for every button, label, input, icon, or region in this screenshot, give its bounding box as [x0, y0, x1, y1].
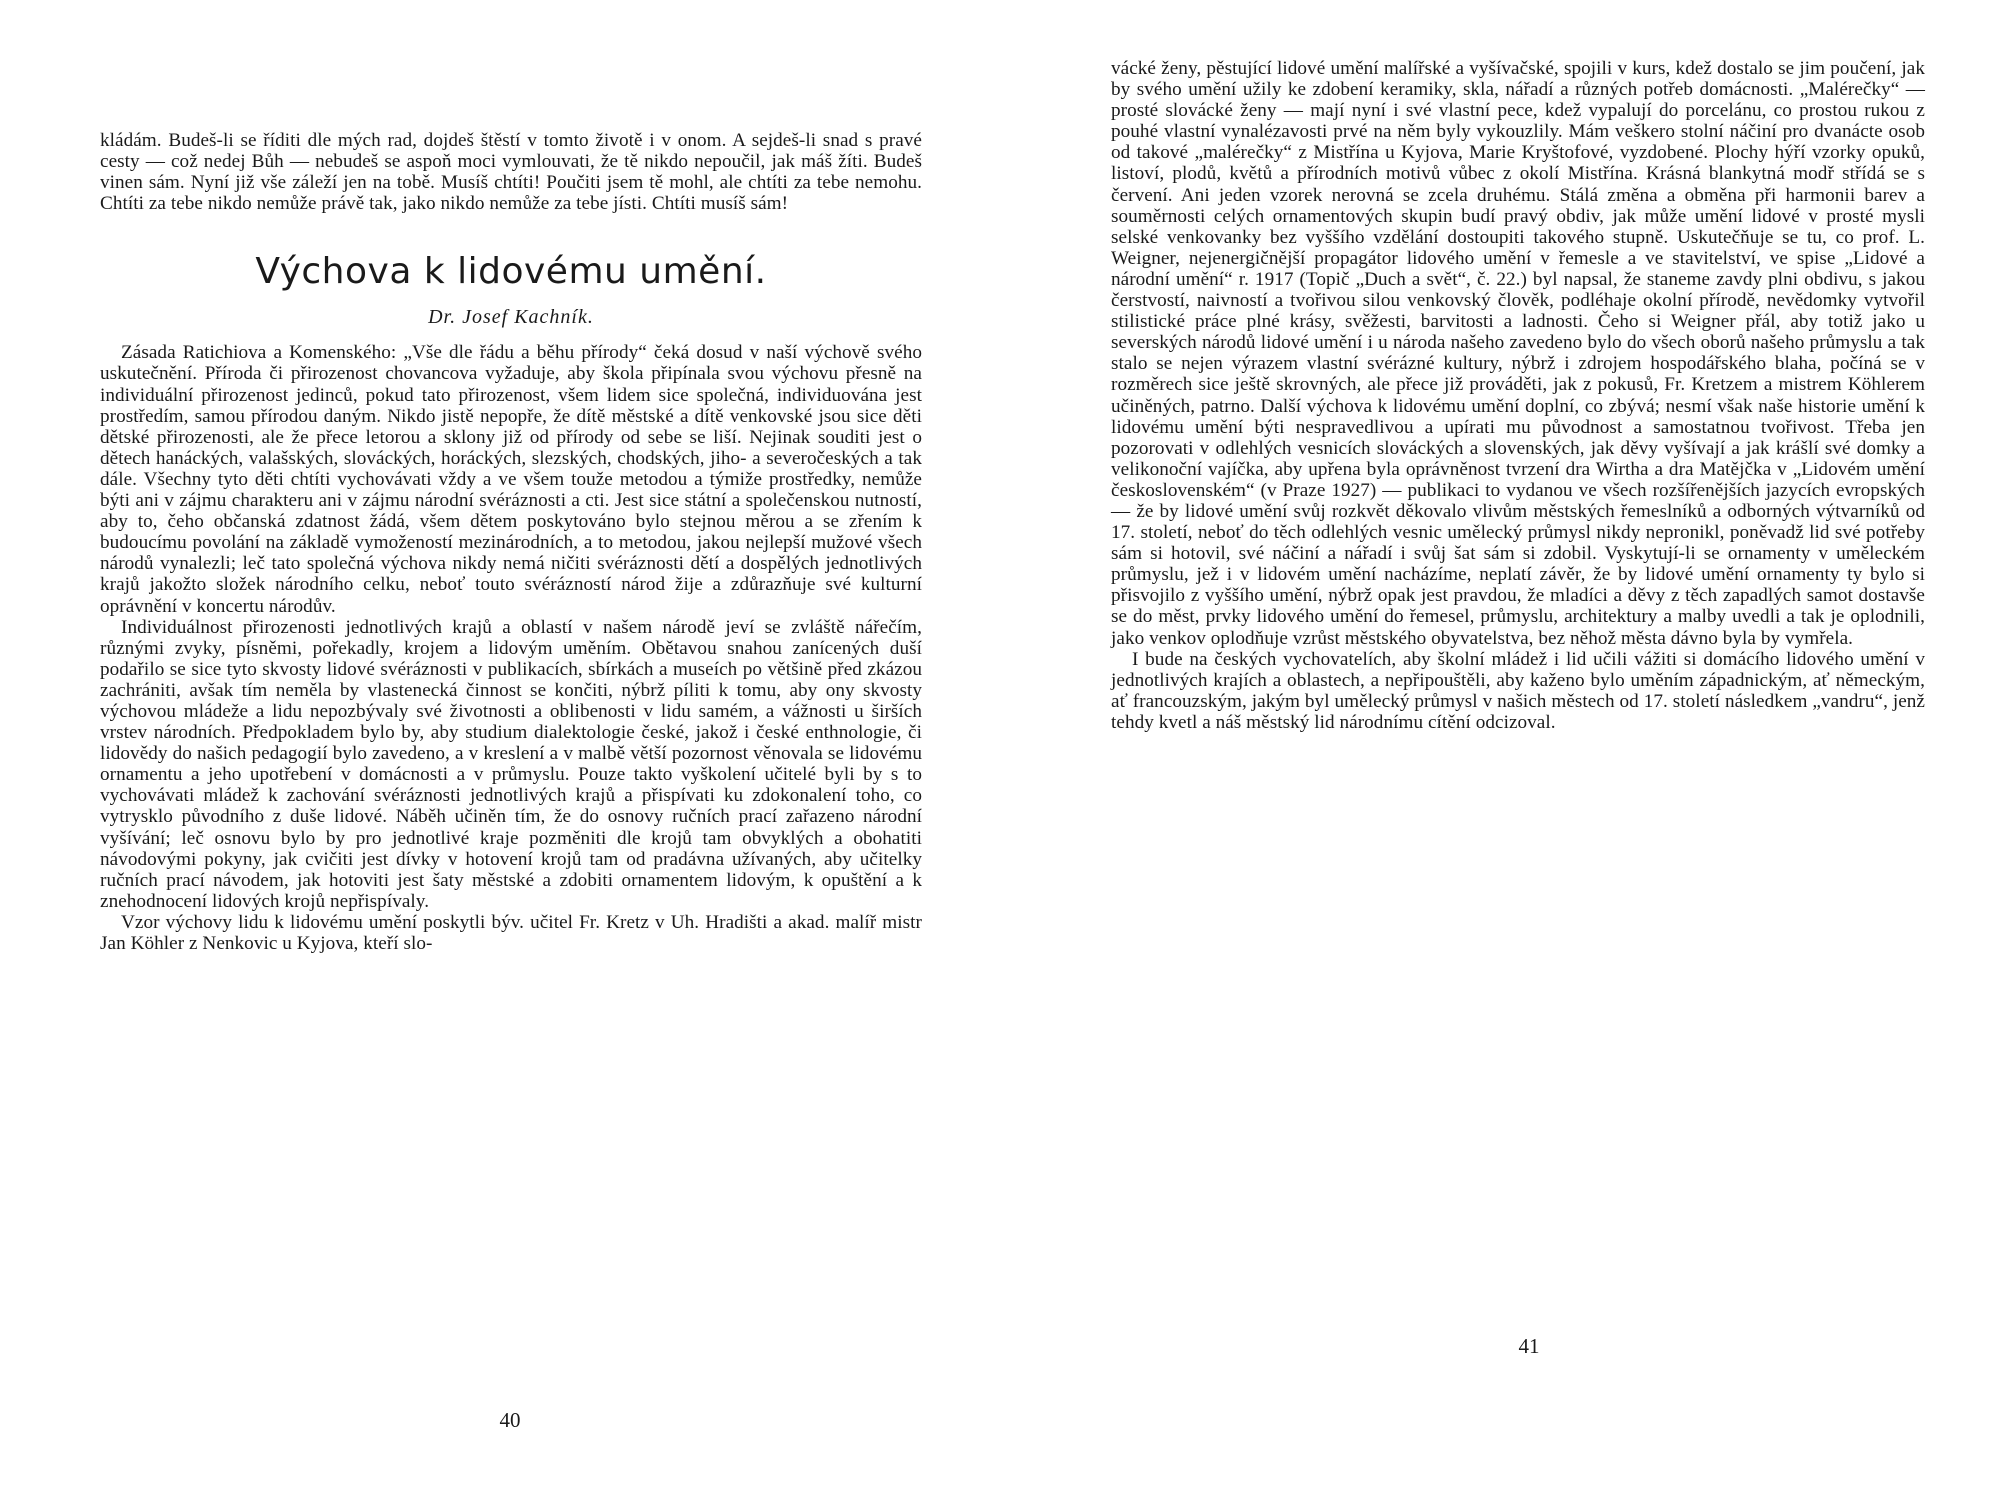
paragraph: Vzor výchovy lidu k lidovému umění poskytli býv. učitel Fr. Kretz v Uh. Hradišti a akad. malíř mistr Jan Köhler z Nenkovic u Kyjova, kteří slo-: [100, 911, 922, 954]
paragraph: Zásada Ratichiova a Komenského: „Vše dle řádu a běhu přírody“ čeká dosud v naší výchově svého uskutečnění. Příroda či přirozenost chovancova vyžaduje, aby škola připínala svou výchovu přesně na individuální přirozenost jedinců, pokud tato přirozenost, všem lidem sice společná, individuována jest prostředím, samou přírodou daným. Nikdo jistě nepopře, že dítě městské a dítě venkovské jsou sice děti dětské přirozenosti, ale že přece letorou a sklony již od přírody od sebe se liší. Nejinak souditi jest o dětech hanáckých, valašských, slováckých, horáckých, slezských, chodských, jiho- a severočeských a tak dále. Všechny tyto děti chtíti vychovávati vždy a ve všem touže metodou a týmiže prostředky, nemůže býti ani v zájmu charakteru ani v zájmu národní svéráznosti a cti. Jest sice státní a společenskou nutností, aby to, čeho občanská zdatnost žádá, všem dětem poskytováno bylo stejnou měrou a se zřením k budoucímu povolání na základě vymožeností mezinárodních, a to metodou, jakou nejlepší mužové všech národů vynalezli; leč tato společná výchova nikdy nemá ničiti svéráznosti dětí a dospělých jednotlivých krajů jakožto složek národního celku, neboť touto svérázností národ žije a zdůrazňuje své kulturní oprávnění v koncertu národův.: [100, 342, 922, 617]
right-page: [1006, 0, 2012, 1500]
article-title: Výchova k lidovému umění.: [255, 251, 767, 293]
paragraph: Individuálnost přirozenosti jednotlivých krajů a oblastí v našem národě jeví se zvláště nářečím, různými zvyky, písněmi, pořekadly, krojem a lidovým uměním. Obětavou snahou zanícených duší podařilo se sice tyto skvosty lidové svéráznosti v publikacích, sbírkách a museích po většině před zkázou zachrániti, avšak tím neměla by vlastenecká činnost se končiti, nýbrž píliti k tomu, aby ony skvosty výchovou mládeže a lidu nepozbývaly své životnosti a oblibenosti v lidu samém, a vážnosti u širších vrstev národních. Předpokladem bylo by, aby studium dialektologie české, jakož i české enthnologie, či lidovědy do našich pedagogií bylo zavedeno, a v kreslení a v malbě větší pozornost věnovala se lidovému ornamentu a jeho upotřebení v domácnosti a v průmyslu. Pouze takto vyškolení učitelé byli by s to vychovávati mládež k zachování svéráznosti jednotlivých krajů a přispívati ku zdokonalení toho, co vytrysklo původního z duše lidové. Náběh učiněn tím, že do osnovy ručních prací zařazeno národní vyšívání; leč osnovu bylo by pro jednotlivé kraje pozměniti dle krojů tam obvyklých a obohatiti návodovými pokyny, jak cvičiti jest dívky v hotovení krojů tam od pradávna užívaných, aby učitelky ručních prací návodem, jak hotoviti jest šaty městské a zdobiti ornamentem lidovým, k opuštění a k znehodnocení lidových krojů nepřispívaly.: [100, 616, 922, 912]
page-number: 40: [499, 1408, 521, 1432]
left-text-column: [100, 130, 922, 954]
article-author: Dr. Josef Kachník.: [428, 306, 594, 329]
paragraph: vácké ženy, pěstující lidové umění malířské a vyšívačské, spojili v kurs, kdež dostalo se jim poučení, jak by svého umění užily ke zdobení keramiky, skla, nářadí a různých potřeb domácnosti. „Malérečky“ — prosté slovácké ženy — mají nyní i své vlastní pece, kdež vypalují do porcelánu, co prostou rukou z pouhé vlastní vynalézavosti prvé na něm byly vykouzlily. Mám veškero stolní náčiní pro dvanácte osob od takové „malérečky“ z Mistřína u Kyjova, Marie Kryštofové, vyzdobené. Plochy hýří vzorky opuků, listoví, plodů, květů a přírodních motivů vůbec z okolí Mistřína. Krásná blankytná modř střídá se s červení. Ani jeden vzorek nerovná se zcela druhému. Stálá změna a obměna při harmonii barev a souměrnosti celých ornamentových skupin budí pravý obdiv, jak může umění lidové v prosté mysli selské venkovanky bez vyššího vzdělání dostoupiti takového stupně. Uskutečňuje se tu, co prof. L. Weigner, nejenergičnější propagátor lidového umění v řemesle a ve stavitelství, ve spise „Lidové a národní umění“ r. 1917 (Topič „Duch a svět“, č. 22.) byl napsal, že staneme zavdy plni obdivu, s jakou čerstvostí, naivností a tvořivou silou venkovský člověk, podléhaje okolní přírodě, nevědomky vytvořil stilistické práce plné krásy, svěžesti, barvitosti a ladnosti. Čeho si Weigner přál, aby totiž jako u severských národů lidové umění i u národa našeho zavedeno bylo do všech oborů našeho průmyslu a tak stalo se nejen výrazem vlastní svérázné kultury, nýbrž i zdrojem hospodářského blaha, počíná se v rozměrech sice ještě skrovných, ale přece již prováděti, jak z pokusů, Fr. Kretzem a mistrem Köhlerem učiněných, patrno. Další výchova k lidovému umění doplní, co zbývá; nesmí však naše historie umění k lidovému umění býti nespravedlivou a upírati mu původnost a samostatnou tvořivost. Třeba jen pozorovati v odlehlých vesnicích slováckých a slovenských, jak děvy vyšívají a jak krášlí své domky a velikonoční vajíčka, aby upřena byla oprávněnost tvrzení dra Wirtha a dra Matějčka v „Lidovém umění československém“ (v Praze 1927) — publikaci to vydanou ve všech rozšířenějších jazycích evropských — že by lidové umění svůj rozkvět děkovalo vlivům městských řemeslníků a odborných výtvarníků od 17. století, neboť do těch odlehlých vesnic umělecký průmysl nikdy nepronikl, poněvadž lid své potřeby sám si hotovil, své náčiní a nářadí i svůj šat sám si zdobil. Vyskytují-li se ornamenty v uměleckém průmyslu, jež i v lidovém umění nacházíme, neplatí závěr, že by lidové umění ornamenty ty bylo si přisvojilo z vyššího umění, nýbrž opak jest pravdou, že mladíci a děvy z těch zapadlých samot dostavše se do měst, prvky lidového umění do řemesel, průmyslu, architektury a malby uvedli a tak je oplodnili, jako venkov oplodňuje vzrůst městského obyvatelstva, bez něhož města dávno byla by vymřela.: [1111, 58, 1925, 649]
page-number: 41: [1518, 1334, 1540, 1358]
opening-paragraph: kládám. Budeš-li se říditi dle mých rad, dojdeš štěstí v tomto životě i v onom. A sejdeš-li snad s pravé cesty — což nedej Bůh — nebudeš se aspoň moci vymlouvati, že tě nikdo nepoučil, jak máš žíti. Budeš vinen sám. Nyní již vše záleží jen na tobě. Musíš chtíti! Poučiti jsem tě mohl, ale chtíti za tebe nemohu. Chtíti za tebe nikdo nemůže právě tak, jako nikdo nemůže za tebe jísti. Chtíti musíš sám!: [100, 130, 922, 215]
paragraph: I bude na českých vychovatelích, aby školní mládež i lid učili vážiti si domácího lidového umění v jednotlivých krajích a oblastech, a nepřipouštěli, aby kaženo bylo uměním západnickým, ať německým, ať francouzským, jakým byl umělecký průmysl v našich městech od 17. století následkem „vandru“, jenž tehdy kvetl a náš městský lid národnímu cítění odcizoval.: [1111, 648, 1925, 733]
right-text-column: [1111, 58, 1925, 733]
